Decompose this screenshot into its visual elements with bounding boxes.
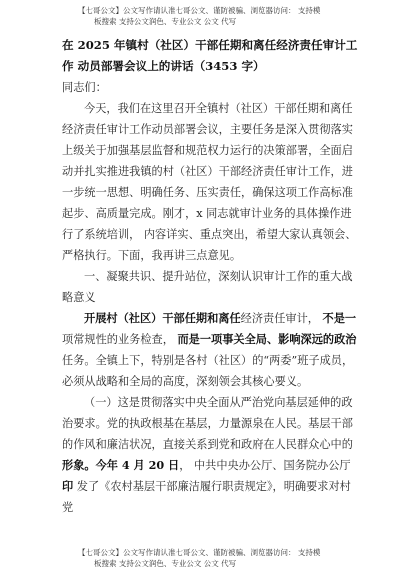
text: 经济责任审计，	[240, 312, 323, 325]
bold-text: 而是一项事关全局、影响深远的政治	[177, 332, 357, 346]
document-body	[62, 77, 358, 518]
text: ， 中共中央办公厅、国务院办公厅	[179, 459, 351, 472]
greeting: 同志们：	[62, 81, 107, 94]
footer-line-2: 板搜索 支持公文润色、专业公文 公文 代写	[94, 558, 237, 568]
text: 发了《农村基层干部廉洁履行职责规定》，明确要求对村党	[62, 480, 351, 514]
page-header	[78, 6, 378, 27]
page-footer	[78, 548, 378, 569]
bold-text: 形象。今年 4 月 20 日	[62, 458, 180, 472]
paragraph-3	[62, 392, 358, 518]
paragraph-2	[62, 308, 358, 392]
header-line-2: 板搜索 支持公文润色、专业公文 公文 代写	[94, 16, 237, 26]
text: （一）这是贯彻落实中央全面从严治党向基层延伸的政治要求。党的执政根基在基层，力量源泉在人民。基层干部的作风和廉洁状况，直接关系到党和政府在人民群众心中的	[62, 396, 353, 451]
section-heading-1: 一、凝聚共识、提升站位，深刻认识审计工作的重大战略意义	[62, 270, 353, 304]
bold-text: 印	[62, 479, 74, 493]
paragraph-intro: 今天，我们在这里召开全镇村（社区）干部任期和离任经济责任审计工作动员部署会议，主要任务是深入贯彻落实上级关于加强基层监督和规范权力运行的决策部署，全面启动并扎实推进我镇的村（社区）干部经济责任审计工作，进一步统一思想、明确任务、压实责任，确保这项工作高标准起步、高质量完成。刚才，x 同志就审计业务的具体操作进行了系统培训， 内容详实、重点突出，希望大家认真领会、 严格执行。下面，我再讲三点意见。	[62, 102, 357, 262]
text: 项常规性的业务检查，	[62, 333, 178, 346]
text: 任务。全镇上下，特别是各村（社区）的“两委”班子成员，必须从战略和全局的高度，深刻领会其核心要义。	[62, 354, 354, 388]
document-title: 在 2025 年镇村（社区）干部任期和离任经济责任审计工作 动员部署会议上的讲话（3453 字）	[62, 38, 358, 73]
footer-line-1: 【七哥公文】公文写作请认准七哥公文、谨防被骗、浏览器访问： 支持模	[78, 548, 321, 557]
bold-text: 开展村（社区）干部任期和离任	[84, 311, 241, 325]
bold-text: 不是一	[322, 311, 357, 325]
header-line-1: 【七哥公文】公文写作请认准七哥公文、谨防被骗、浏览器访问： 支持模	[78, 6, 321, 15]
